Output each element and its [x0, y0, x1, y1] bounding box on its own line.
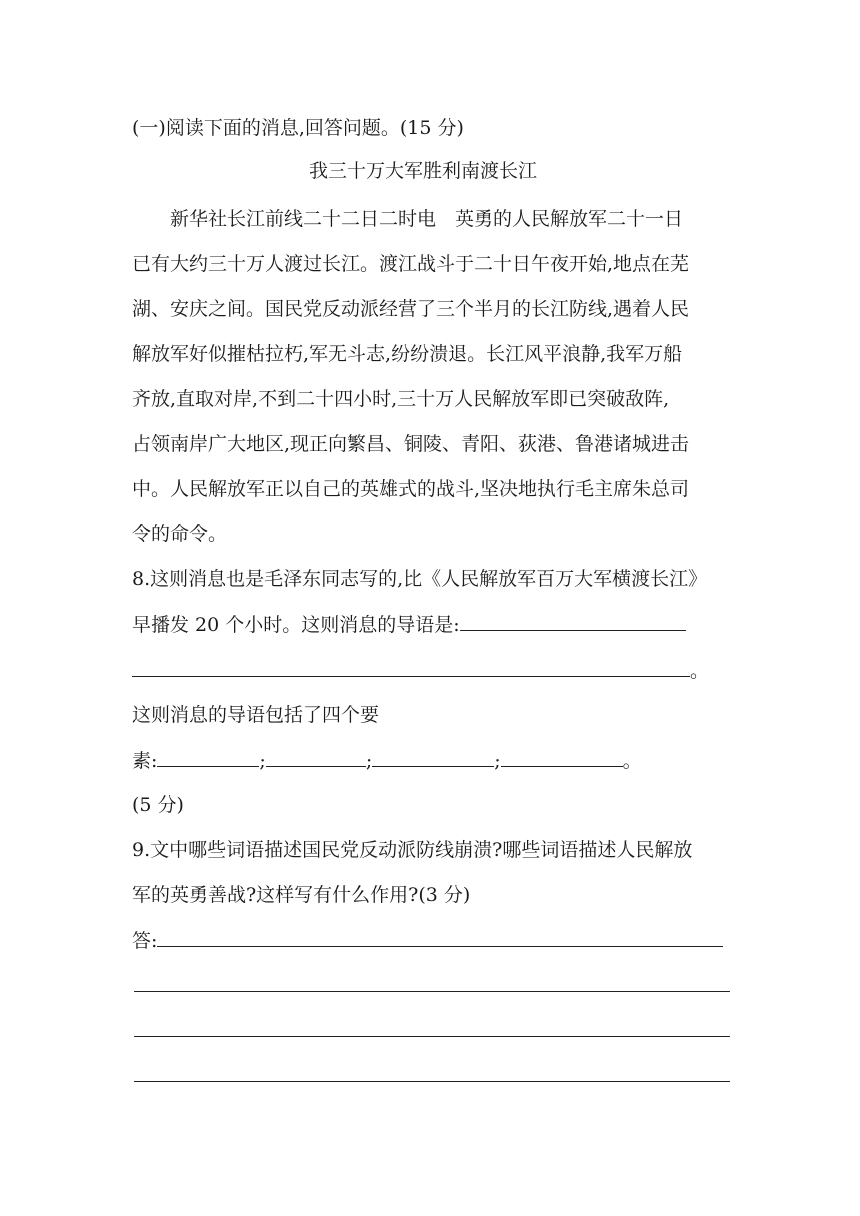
q8-lead-blank[interactable] [460, 610, 686, 631]
q8-line3 [132, 656, 709, 685]
q9-answer-line [132, 926, 723, 955]
q9-line1: 9.文中哪些词语描述国民党反动派防线崩溃?哪些词语描述人民解放 [132, 839, 693, 861]
q8-line5 [132, 746, 642, 775]
q8-line1: 8.这则消息也是毛泽东同志写的,比《人民解放军百万大军横渡长江》 [132, 568, 708, 590]
q9-answer-label: 答: [132, 930, 158, 952]
q8-element-blank-3[interactable] [372, 746, 494, 767]
article-line: 令的命令。 [132, 523, 228, 545]
q9-line2: 军的英勇善战?这样写有什么作用?(3 分) [132, 884, 471, 906]
article-line: 湖、安庆之间。国民党反动派经营了三个半月的长江防线,遇着人民 [132, 298, 690, 320]
q8-element-blank-2[interactable] [266, 746, 366, 767]
article-line: 解放军好似摧枯拉朽,军无斗志,纷纷溃退。长江风平浪静,我军万船 [132, 343, 683, 365]
q8-element-blank-4[interactable] [501, 746, 623, 767]
article-line: 中。人民解放军正以自己的英雄式的战斗,坚决地执行毛主席朱总司 [132, 478, 690, 500]
q8-separator: ; [365, 750, 373, 772]
q8-element-blank-1[interactable] [157, 746, 259, 767]
q9-answer-line-4[interactable] [134, 1081, 730, 1082]
article-line: 已有大约三十万人渡过长江。渡江战斗于二十日午夜开始,地点在芜 [132, 253, 690, 275]
q8-elements-period: 。 [622, 750, 642, 772]
q8-lead-blank-continued[interactable] [132, 656, 690, 677]
q8-score: (5 分) [132, 794, 184, 816]
article-line: 新华社长江前线二十二日二时电 英勇的人民解放军二十一日 [170, 208, 684, 230]
article-line: 占领南岸广大地区,现正向繁昌、铜陵、青阳、荻港、鲁港诸城进击 [132, 433, 690, 455]
q9-answer-blank-1[interactable] [157, 926, 723, 947]
q8-line2 [132, 610, 686, 639]
q8-line3-period: 。 [690, 660, 710, 682]
q9-answer-line-3[interactable] [134, 1036, 730, 1037]
q8-separator: ; [259, 750, 266, 772]
q8-line4: 这则消息的导语包括了四个要 [132, 704, 380, 726]
article-title: 我三十万大军胜利南渡长江 [309, 160, 538, 182]
section-heading: (一)阅读下面的消息,回答问题。(15 分) [132, 117, 464, 139]
article-line: 齐放,直取对岸,不到二十四小时,三十万人民解放军即已突破敌阵, [132, 388, 670, 410]
q8-line2-text: 早播发 20 个小时。这则消息的导语是: [132, 614, 460, 636]
q8-separator: ; [494, 750, 501, 772]
q8-elements-prefix: 素: [132, 750, 158, 772]
q9-answer-line-2[interactable] [134, 991, 730, 992]
